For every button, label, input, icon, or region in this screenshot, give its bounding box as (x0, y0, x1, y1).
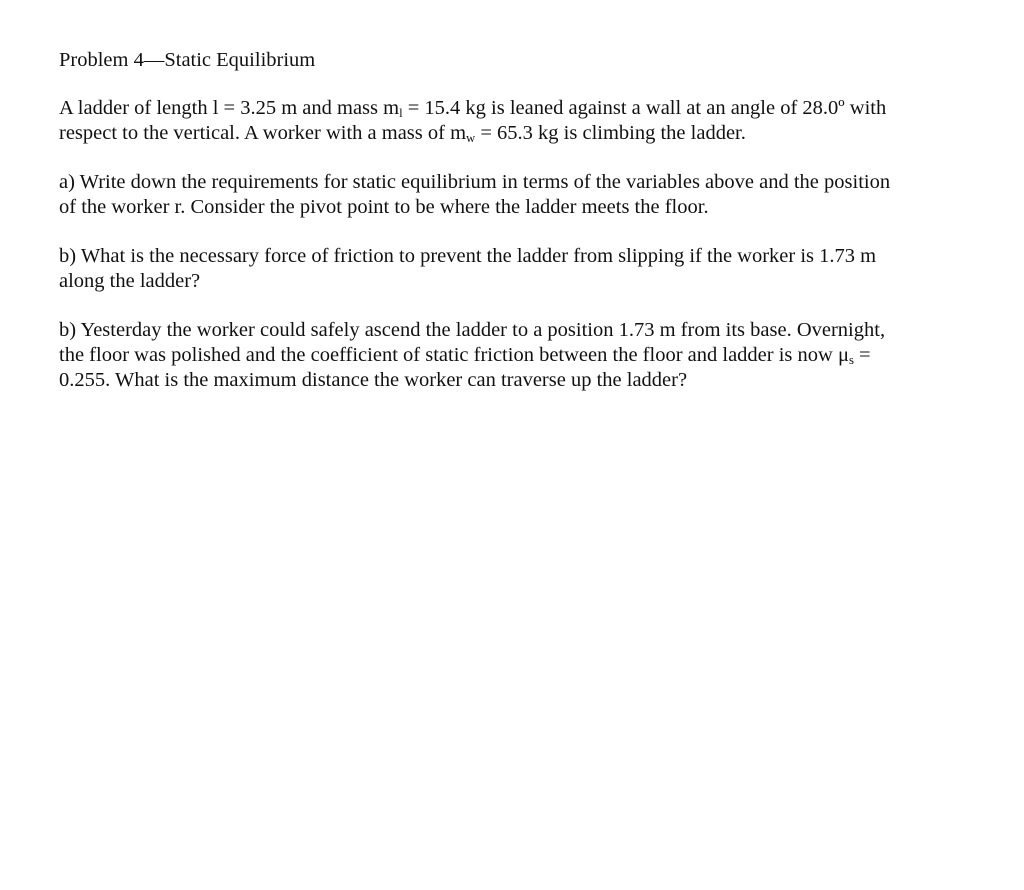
part-c-line-3: 0.255. What is the maximum distance the worker can traverse up the ladder? (59, 369, 688, 391)
problem-title: Problem 4—Static Equilibrium (59, 49, 316, 71)
part-a-line-2: of the worker r. Consider the pivot point to be where the ladder meets the floor. (59, 196, 709, 218)
ladder-mass-subscript: l (399, 106, 403, 121)
intro-line-2 (59, 121, 959, 146)
intro-line-2-text-b: = 65.3 kg is climbing the ladder. (475, 122, 746, 144)
part-b-question (59, 244, 959, 294)
part-b-line-1: b) What is the necessary force of friction to prevent the ladder from slipping if the worker is 1.73 m (59, 245, 877, 267)
intro-line-2-text-a: respect to the vertical. A worker with a mass of m (59, 122, 467, 144)
document-page (59, 48, 959, 417)
part-c-line-2 (59, 343, 959, 368)
intro-line-1-text-b: = 15.4 kg is leaned against a wall at an angle of 28.0º with (402, 97, 887, 119)
intro-line-1 (59, 96, 959, 121)
worker-mass-subscript: w (466, 131, 476, 146)
part-a-question (59, 170, 959, 220)
part-c-line-1: b) Yesterday the worker could safely ascend the ladder to a position 1.73 m from its base. Overnight, (59, 319, 886, 341)
problem-intro (59, 96, 959, 146)
part-c-line-2-text-b: = (853, 344, 871, 366)
part-a-line-1: a) Write down the requirements for static equilibrium in terms of the variables above and the position (59, 171, 891, 193)
part-c-question (59, 318, 959, 393)
part-c-line-2-text-a: the floor was polished and the coefficient of static friction between the floor and ladder is now μ (59, 344, 849, 366)
part-b-line-2: along the ladder? (59, 270, 201, 292)
intro-line-1-text-a: A ladder of length l = 3.25 m and mass m (59, 97, 400, 119)
friction-coefficient-subscript: s (848, 353, 854, 368)
